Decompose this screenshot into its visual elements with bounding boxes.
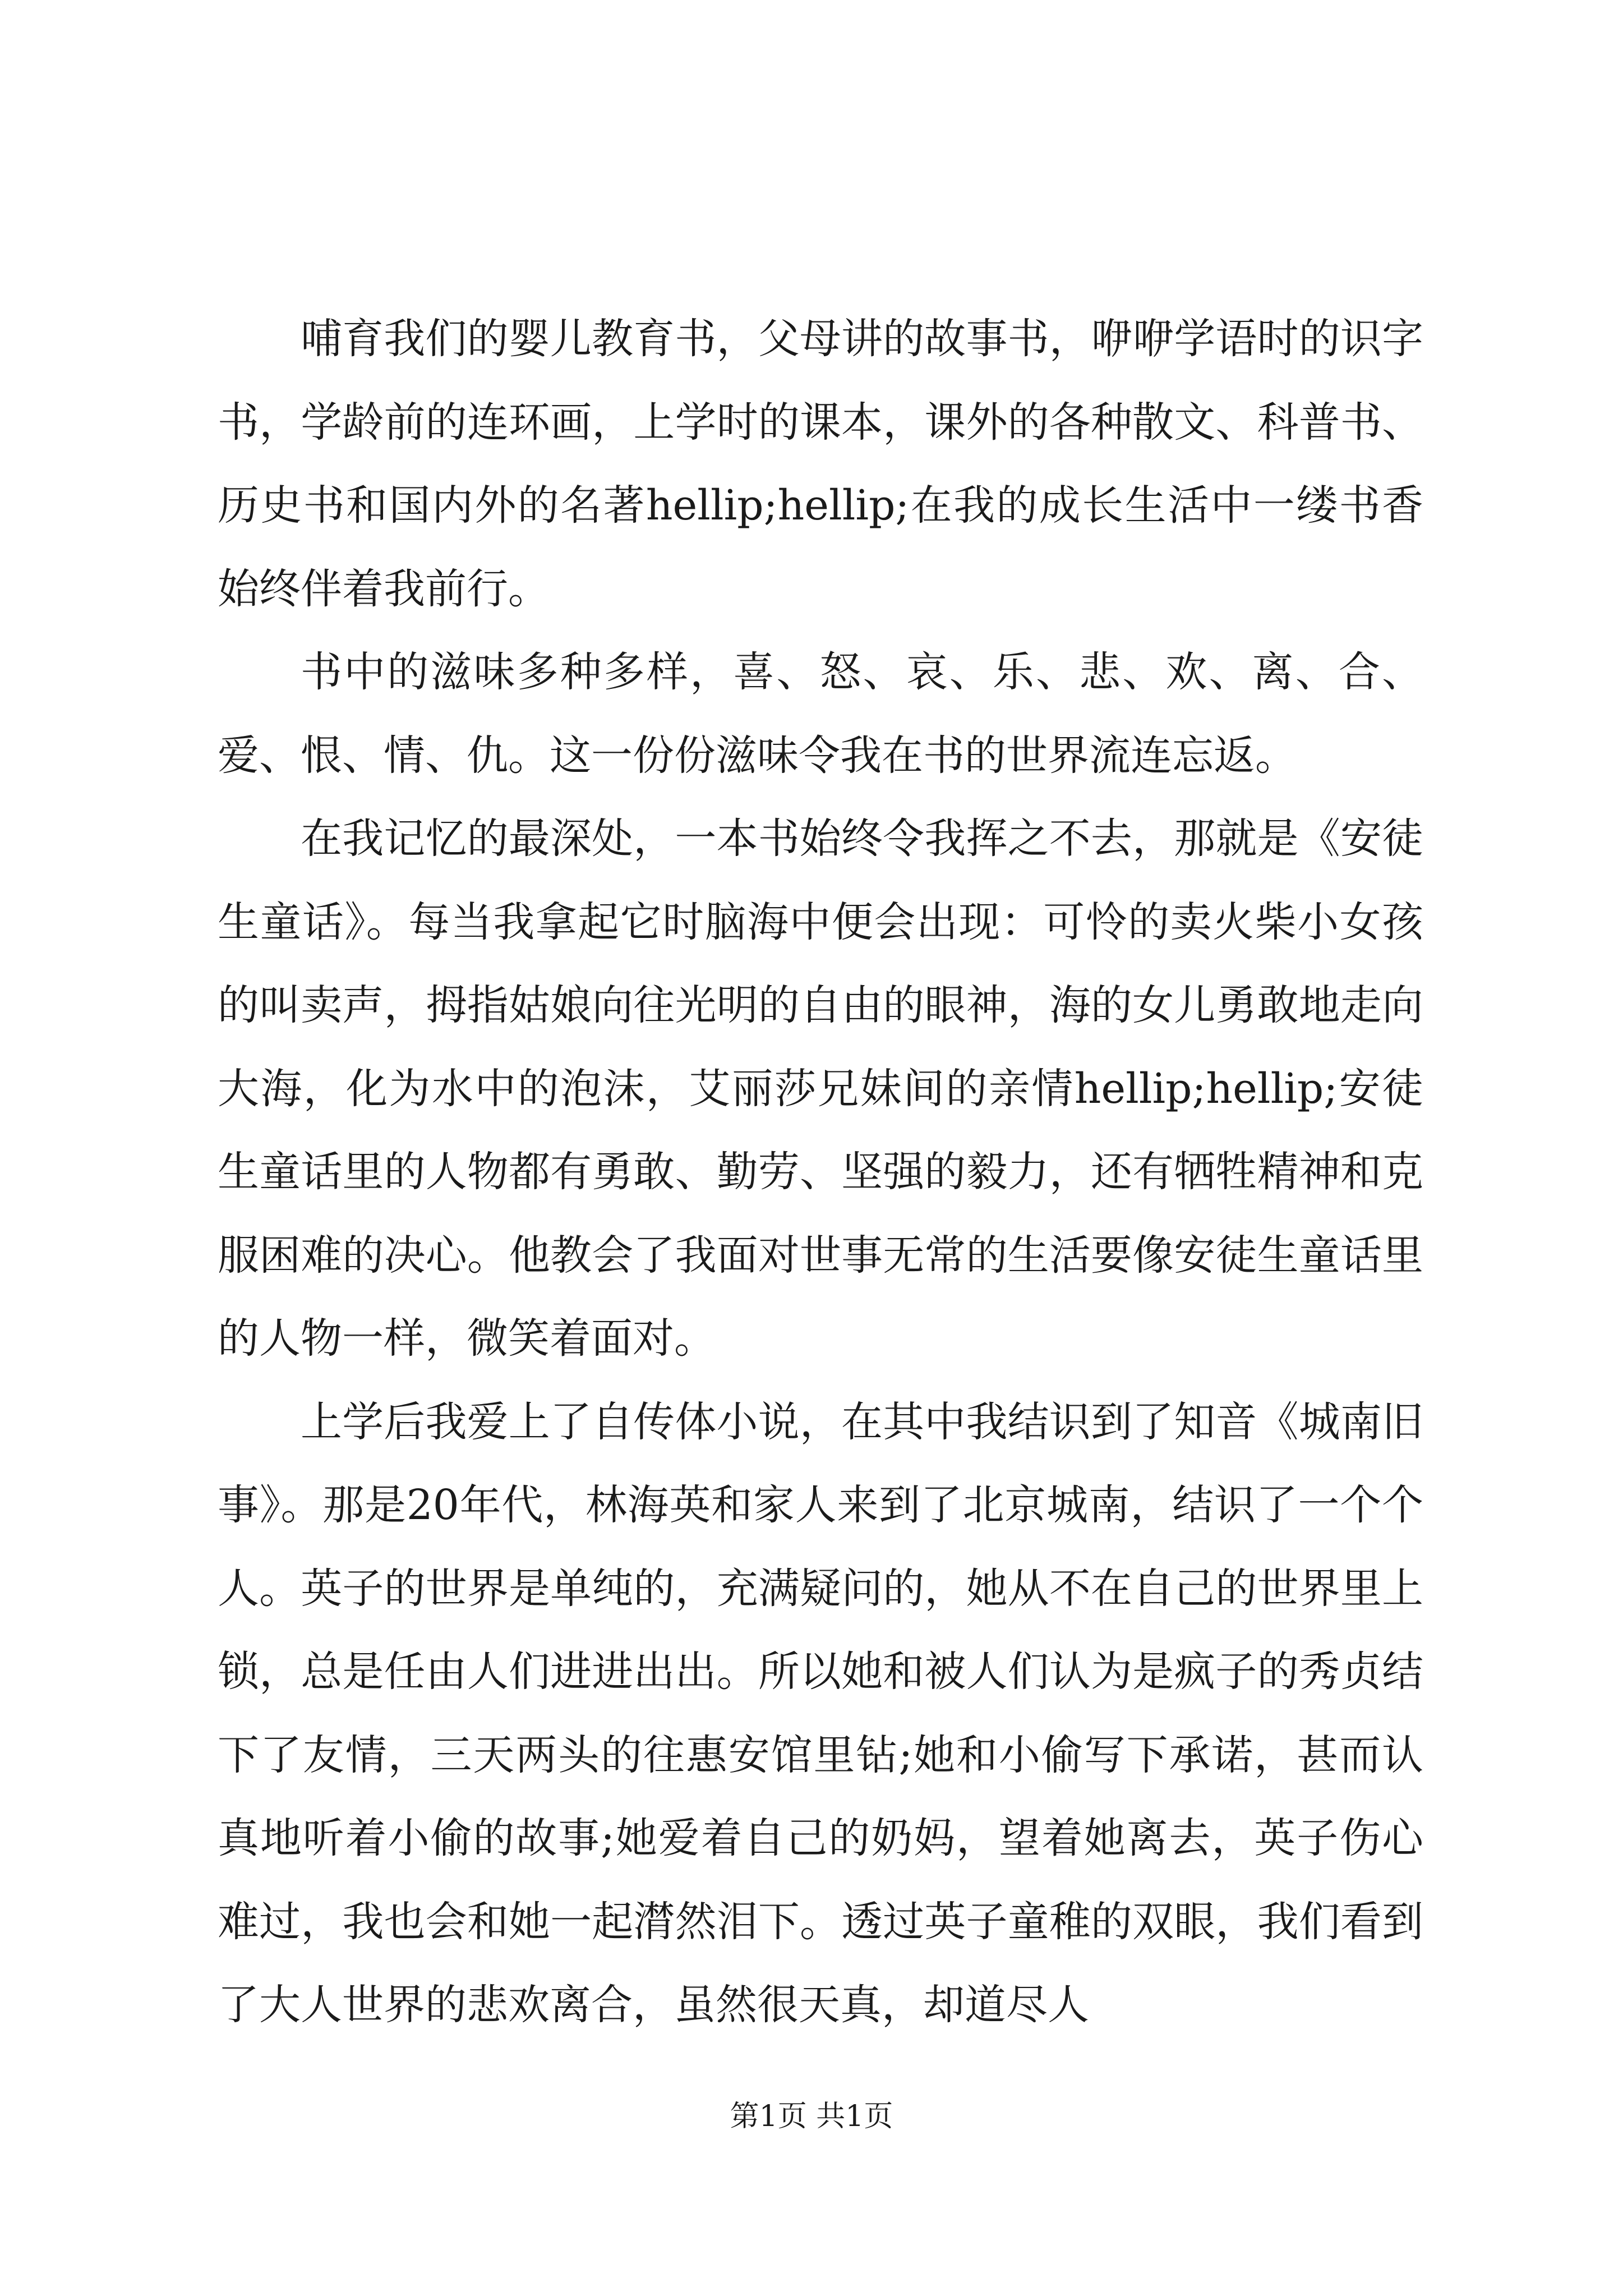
page-footer: 第1页 共1页 <box>730 2100 893 2133</box>
paragraph-1: 哺育我们的婴儿教育书，父母讲的故事书，咿咿学语时的识字书，学龄前的连环画，上学时的课本，课外的各种散文、科普书、历史书和国内外的名著hellip;hellip;在我的成长生活中一缕书香始终伴着我前行。 <box>218 315 1423 613</box>
paragraph-4: 上学后我爱上了自传体小说，在其中我结识到了知音《城南旧事》。那是20年代，林海英和家人来到了北京城南，结识了一个个人。英子的世界是单纯的，充满疑问的，她从不在自己的世界里上锁，总是任由人们进进出出。所以她和被人们认为是疯子的秀贞结下了友情，三天两头的往惠安馆里钻;她和小偷写下承诺，甚而认真地听着小偷的故事;她爱着自己的奶妈，望着她离去，英子伤心难过，我也会和她一起潸然泪下。透过英子童稚的双眼，我们看到了大人世界的悲欢离合，虽然很天真，却道尽人 <box>218 1397 1423 2029</box>
paragraph-3: 在我记忆的最深处，一本书始终令我挥之不去，那就是《安徒生童话》。每当我拿起它时脑海中便会出现：可怜的卖火柴小女孩的叫卖声，拇指姑娘向往光明的自由的眼神，海的女儿勇敢地走向大海，化为水中的泡沫，艾丽莎兄妹间的亲情hellip;hellip;安徒生童话里的人物都有勇敢、勤劳、坚强的毅力，还有牺牲精神和克服困难的决心。他教会了我面对世事无常的生活要像安徒生童话里的人物一样，微笑着面对。 <box>218 815 1423 1363</box>
document-body <box>218 297 1423 2047</box>
paragraph-2: 书中的滋味多种多样，喜、怒、哀、乐、悲、欢、离、合、爱、恨、情、仇。这一份份滋味令我在书的世界流连忘返。 <box>218 648 1423 780</box>
